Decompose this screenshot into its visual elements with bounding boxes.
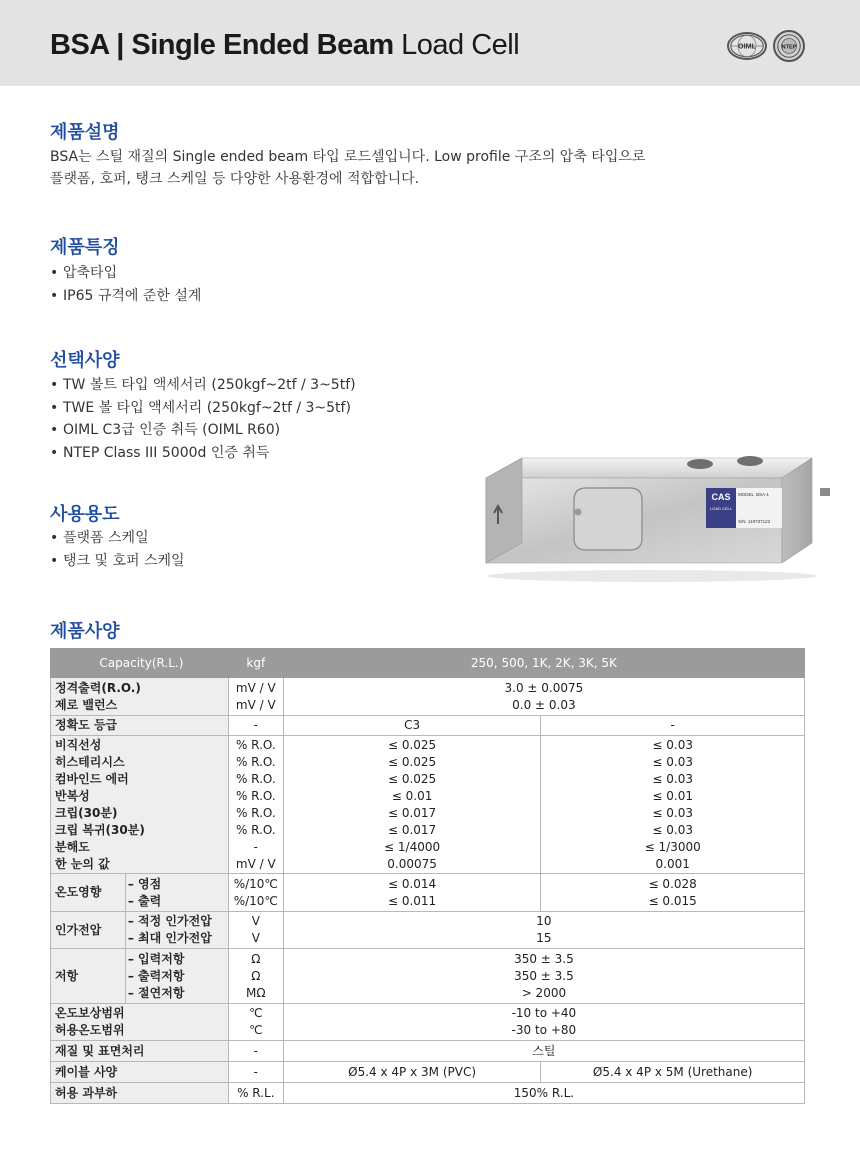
table-row: 정격출력(R.O.) 제로 밸런스 mV / V mV / V 3.0 ± 0.0075 0.0 ± 0.03 (51, 678, 805, 716)
product-label-sn-key: S/N (738, 519, 746, 524)
usage-title: 사용용도 (50, 504, 120, 525)
table-row: 정확도 등급 - C3 - (51, 716, 805, 736)
oiml-logo-icon (727, 32, 767, 60)
list-item: • IP65 규격에 준한 설계 (50, 285, 201, 308)
bullet-icon: • (50, 422, 59, 438)
description-line: 플랫폼, 호퍼, 탱크 스케일 등 다양한 사용환경에 적합합니다. (50, 171, 420, 187)
header-capacity: Capacity(R.L.) (51, 649, 229, 678)
page-header (0, 0, 860, 86)
table-header-row (51, 649, 805, 678)
description-line: BSA는 스틸 재질의 Single ended beam 타입 로드셀입니다. Low profile 구조의 압축 타입으로 (50, 149, 646, 165)
table-row: 온도영향 – 영점 – 출력 %/10℃ %/10℃ ≤ 0.014 ≤ 0.011 ≤ 0.028 ≤ 0.015 (51, 874, 805, 912)
table-row: 온도보상범위 허용온도범위 ℃ ℃ -10 to +40 -30 to +80 (51, 1004, 805, 1041)
features-list (50, 262, 201, 307)
ntep-logo-icon (773, 30, 805, 62)
header-value: 250, 500, 1K, 2K, 3K, 5K (283, 649, 804, 678)
description-text (50, 146, 645, 190)
header-unit: kgf (228, 649, 283, 678)
usage-list (50, 527, 185, 572)
product-label-sn-val: 119737122 (748, 519, 771, 524)
svg-text:NTEP: NTEP (781, 44, 797, 51)
table-row: 허용 과부하 % R.L. 150% R.L. (51, 1083, 805, 1104)
table-row: 재질 및 표면처리 - 스틸 (51, 1041, 805, 1062)
list-item: • NTEP Class III 5000d 인증 취득 (50, 442, 356, 465)
list-item: • TW 볼트 타입 액세서리 (250kgf~2tf / 3~5tf) (50, 374, 356, 397)
title-bold: BSA | Single Ended Beam (50, 29, 394, 61)
list-item: • 플랫폼 스케일 (50, 527, 185, 550)
list-item: • OIML C3급 인증 취득 (OIML R60) (50, 419, 356, 442)
product-label-brand: CAS (711, 492, 731, 502)
list-item: • 탱크 및 호퍼 스케일 (50, 550, 185, 573)
bullet-icon: • (50, 444, 59, 461)
table-row: 케이블 사양 - Ø5.4 x 4P x 3M (PVC) Ø5.4 x 4P x 5M (Urethane) (51, 1062, 805, 1083)
spec-title: 제품사양 (50, 621, 120, 642)
bullet-icon: • (50, 287, 59, 304)
list-item: • TWE 볼 타입 액세서리 (250kgf~2tf / 3~5tf) (50, 397, 356, 420)
options-list (50, 374, 356, 464)
product-label-model-key: MODEL (738, 492, 755, 497)
product-label-model-val: BSA-1 (756, 492, 770, 497)
description-title: 제품설명 (50, 122, 120, 143)
bullet-icon: • (50, 377, 59, 393)
bullet-icon: • (50, 530, 59, 546)
title-normal: Load Cell (393, 29, 520, 61)
product-label-type: LOAD CELL (709, 506, 733, 511)
list-item: • 압축타입 (50, 262, 201, 285)
features-title: 제품특징 (50, 237, 120, 258)
table-row: 저항 – 입력저항 – 출력저항 – 절연저항 Ω Ω MΩ 350 ± 3.5 350 ± 3.5 > 2000 (51, 949, 805, 1004)
options-title: 선택사양 (50, 350, 120, 371)
bullet-icon: • (50, 552, 59, 569)
svg-text:OIML: OIML (738, 41, 756, 51)
spec-table (50, 648, 805, 1104)
bullet-icon: • (50, 399, 59, 416)
table-row: 인가전압 – 적정 인가전압 – 최대 인가전압 V V 10 15 (51, 912, 805, 949)
table-row: 비직선성 히스테리시스 컴바인드 에러 반복성 크립(30분) 크립 복귀(30분) 분해도 한 눈의 값 % R.O. % R.O. % R.O. % R.O. % R.O. % R.O. - mV / V ≤ 0.025 ≤ 0.025 ≤ 0.025 ≤ 0.01 ≤ 0.017 ≤ 0.017 ≤ 1/4000 0.00075 ≤ 0.03 ≤ 0.03 ≤ 0.03 ≤ 0.01 ≤ 0.03 ≤ 0.03 ≤ 1/3000 0.001 (51, 736, 805, 874)
load-cell-image (482, 448, 830, 586)
page-title (50, 29, 519, 62)
bullet-icon: • (50, 265, 59, 281)
